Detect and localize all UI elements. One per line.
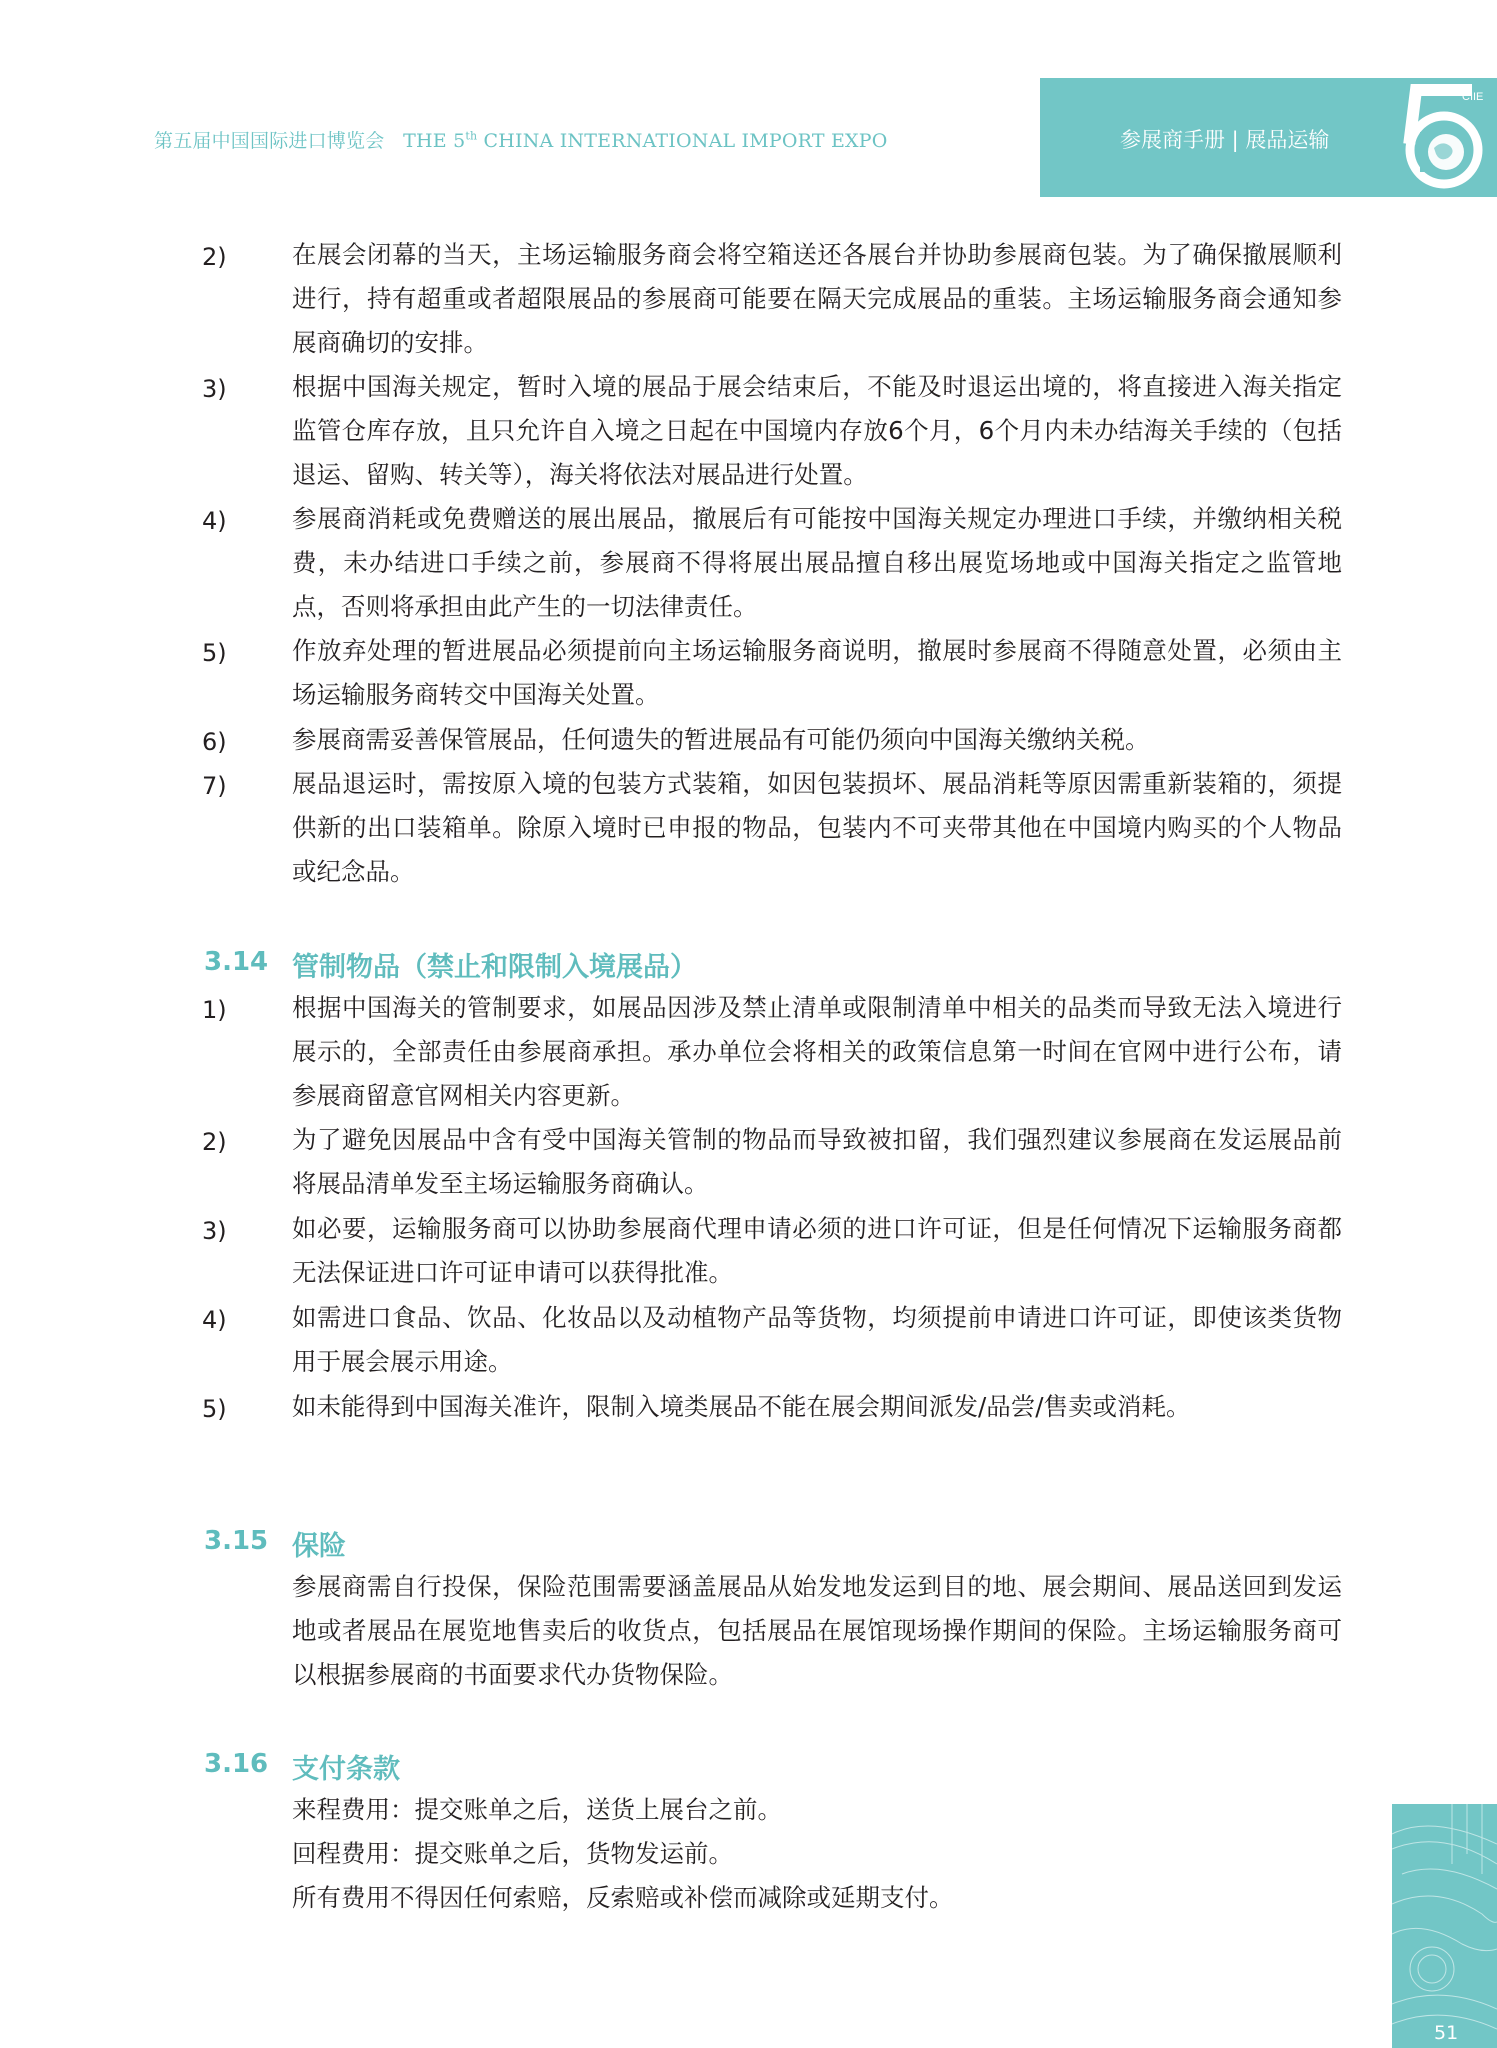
decorative-corner-pattern — [1392, 1804, 1497, 2048]
payment-line: 所有费用不得因任何索赔，反索赔或补偿而减除或延期支付。 — [292, 1883, 954, 1912]
section-title: 管制物品（禁止和限制入境展品） — [292, 952, 697, 983]
header-section-box — [1040, 78, 1497, 197]
list-item-text: 如必要，运输服务商可以协助参展商代理申请必须的进口许可证，但是任何情况下运输服务商都无法保证进口许可证申请可以获得批准。 — [292, 1214, 1342, 1287]
header-title-en-suffix: CHINA INTERNATIONAL IMPORT EXPO — [477, 130, 888, 152]
section-title: 支付条款 — [292, 1754, 400, 1785]
header-title-cn: 第五届中国国际进口博览会 — [154, 130, 385, 152]
list-item-number: 2) — [202, 243, 227, 271]
list-item-number: 4) — [202, 1306, 227, 1334]
list-item-number: 2) — [202, 1128, 227, 1156]
section-title: 保险 — [292, 1531, 346, 1562]
list-item-text: 根据中国海关规定，暂时入境的展品于展会结束后，不能及时退运出境的，将直接进入海关指定监管仓库存放，且只允许自入境之日起在中国境内存放6个月，6个月内未办结海关手续的（包括退运、留购、转关等），海关将依法对展品进行处置。 — [292, 372, 1342, 489]
ciie-logo-icon — [1380, 80, 1488, 192]
payment-line: 回程费用：提交账单之后，货物发运前。 — [292, 1839, 733, 1868]
list-item-text: 参展商消耗或免费赠送的展出展品，撤展后有可能按中国海关规定办理进口手续，并缴纳相关税费，未办结进口手续之前，参展商不得将展出展品擅自移出展览场地或中国海关指定之监管地点，否则将承担由此产生的一切法律责任。 — [292, 504, 1342, 621]
list-item-number: 6) — [202, 728, 227, 756]
list-item-number: 3) — [202, 375, 227, 403]
list-item-text: 根据中国海关的管制要求，如展品因涉及禁止清单或限制清单中相关的品类而导致无法入境进行展示的，全部责任由参展商承担。承办单位会将相关的政策信息第一时间在官网中进行公布，请参展商留意官网相关内容更新。 — [292, 993, 1342, 1110]
header-section-label: 参展商手册 | 展品运输 — [1120, 128, 1330, 152]
logo-acronym: CIIE — [1462, 91, 1484, 103]
running-header — [154, 126, 888, 153]
list-item-text: 为了避免因展品中含有受中国海关管制的物品而导致被扣留，我们强烈建议参展商在发运展品前将展品清单发至主场运输服务商确认。 — [292, 1125, 1342, 1198]
list-item-number: 3) — [202, 1217, 227, 1245]
list-item-number: 7) — [202, 772, 227, 800]
list-item-text: 展品退运时，需按原入境的包装方式装箱，如因包装损坏、展品消耗等原因需重新装箱的，须提供新的出口装箱单。除原入境时已申报的物品，包装内不可夹带其他在中国境内购买的个人物品或纪念品。 — [292, 769, 1342, 886]
list-item-text: 在展会闭幕的当天，主场运输服务商会将空箱送还各展台并协助参展商包装。为了确保撤展顺利进行，持有超重或者超限展品的参展商可能要在隔天完成展品的重装。主场运输服务商会通知参展商确切的安排。 — [292, 240, 1342, 357]
list-item-text: 如需进口食品、饮品、化妆品以及动植物产品等货物，均须提前申请进口许可证，即使该类货物用于展会展示用途。 — [292, 1303, 1342, 1376]
section-number: 3.16 — [204, 1749, 269, 1779]
list-item-number: 5) — [202, 1395, 227, 1423]
list-item-number: 1) — [202, 996, 227, 1024]
list-item-text: 作放弃处理的暂进展品必须提前向主场运输服务商说明，撤展时参展商不得随意处置，必须由主场运输服务商转交中国海关处置。 — [292, 636, 1342, 709]
page-number: 51 — [1434, 2022, 1459, 2044]
list-item-text: 参展商需妥善保管展品，任何遗失的暂进展品有可能仍须向中国海关缴纳关税。 — [292, 725, 1150, 754]
list-item-text: 如未能得到中国海关准许，限制入境类展品不能在展会期间派发/品尝/售卖或消耗。 — [292, 1392, 1191, 1421]
header-title-en-sup: th — [465, 129, 478, 143]
section-paragraph: 参展商需自行投保，保险范围需要涵盖展品从始发地发运到目的地、展会期间、展品送回到发运地或者展品在展览地售卖后的收货点，包括展品在展馆现场操作期间的保险。主场运输服务商可以根据参展商的书面要求代办货物保险。 — [292, 1572, 1342, 1689]
section-number: 3.15 — [204, 1526, 269, 1556]
line-art-icon — [1392, 1804, 1497, 2048]
header-title-en-prefix: THE 5 — [403, 130, 466, 152]
list-item-number: 5) — [202, 639, 227, 667]
section-number: 3.14 — [204, 947, 269, 977]
payment-line: 来程费用：提交账单之后，送货上展台之前。 — [292, 1795, 782, 1824]
list-item-number: 4) — [202, 507, 227, 535]
